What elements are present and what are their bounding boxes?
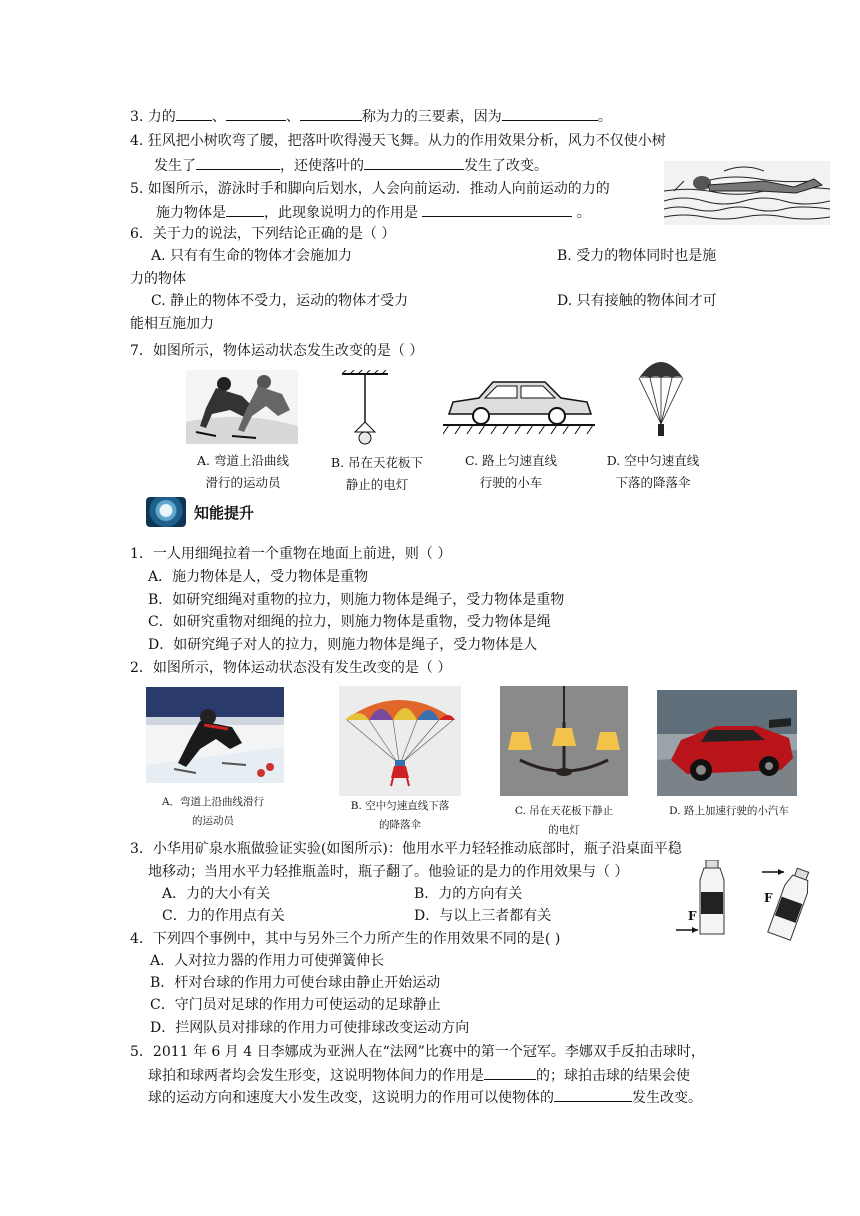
b-question-4-option-b: B．杆对台球的作用力可使台球由静止开始运动 xyxy=(150,975,441,991)
b-question-1-option-c: C．如研究重物对细绳的拉力，则施力物体是重物，受力物体是绳 xyxy=(148,614,551,630)
b-question-1-option-a: A．施力物体是人，受力物体是重物 xyxy=(148,569,369,585)
b-question-3-option-d: D．与以上三者都有关 xyxy=(414,908,552,924)
b-question-3-option-b: B．力的方向有关 xyxy=(414,886,523,902)
question-5-line2: 施力物体是 ，此现象说明力的作用是 。 xyxy=(156,202,591,223)
red-car-photo xyxy=(657,690,797,796)
question-4-line2: 发生了 ，还使落叶的 发生了改变。 xyxy=(154,155,548,176)
question-6-option-a: A. 只有有生命的物体才会施加力 xyxy=(151,248,353,264)
question-6-option-b: B. 受力的物体同时也是施 xyxy=(557,248,717,264)
b-question-4-option-d: D．拦网队员对排球的作用力可使排球改变运动方向 xyxy=(150,1020,470,1036)
speed-skater-photo xyxy=(146,687,284,783)
q2-caption-b: B. 空中匀速直线下落 的降落伞 xyxy=(350,800,450,831)
force-label-2: F xyxy=(764,891,773,905)
parachute-image xyxy=(636,354,686,440)
question-5-line1: 5. 如图所示，游泳时手和脚向后划水，人会向前运动．推动人向前运动的力的 xyxy=(130,181,610,197)
q7-caption-c: C. 路上匀速直线 行驶的小车 xyxy=(464,453,558,490)
b-question-3-option-a: A．力的大小有关 xyxy=(162,886,271,902)
car-image xyxy=(443,376,595,436)
question-6-option-d: D. 只有接触的物体间才可 xyxy=(557,293,717,309)
b-question-4-option-a: A．人对拉力器的作用力可使弹簧伸长 xyxy=(150,953,385,969)
b-question-5-line1: 5．2011 年 6 月 4 日李娜成为亚洲人在“法网”比赛中的第一个冠军。李娜双手反拍击球时， xyxy=(130,1044,705,1060)
b-question-5-line2: 球拍和球两者均会发生形变，这说明物体间力的作用是 的；球拍击球的结果会使 xyxy=(148,1065,690,1086)
b-question-4-stem: 4．下列四个事例中，其中与另外三个力所产生的作用效果不同的是( ) xyxy=(130,931,561,947)
question-3-top: 3. 力的 、 、 称为力的三要素，因为 。 xyxy=(130,106,612,127)
question-6-stem: 6．关于力的说法，下列结论正确的是（ ） xyxy=(130,226,396,242)
speed-skaters-image xyxy=(186,370,298,444)
section-title: 知能提升 xyxy=(194,504,255,522)
question-6-option-d-cont: 能相互施加力 xyxy=(130,316,214,332)
q7-caption-a: A. 弯道上沿曲线 滑行的运动员 xyxy=(197,453,289,490)
question-6-option-b-cont: 力的物体 xyxy=(130,271,186,287)
q7-caption-d: D. 空中匀速直线 下落的降落伞 xyxy=(606,453,700,490)
question-6-option-c: C. 静止的物体不受力，运动的物体才受力 xyxy=(151,293,409,309)
globe-icon xyxy=(146,497,186,527)
b-question-1-option-b: B．如研究细绳对重物的拉力，则施力物体是绳子，受力物体是重物 xyxy=(148,592,565,608)
b-question-4-option-c: C．守门员对足球的作用力可使运动的足球静止 xyxy=(150,997,441,1013)
force-label-1: F xyxy=(688,909,697,923)
b-question-3-line2: 地移动；当用水平力轻推瓶盖时，瓶子翻了。他验证的是力的作用效果与（ ） xyxy=(148,864,629,880)
question-7-stem: 7．如图所示，物体运动状态发生改变的是（ ） xyxy=(130,343,424,359)
b-question-1-stem: 1．一人用细绳拉着一个重物在地面上前进，则（ ） xyxy=(130,546,452,562)
b-question-2-stem: 2．如图所示，物体运动状态没有发生改变的是（ ） xyxy=(130,660,452,676)
q7-caption-b: B. 吊在天花板下 静止的电灯 xyxy=(330,455,424,492)
b-question-5-line3: 球的运动方向和速度大小发生改变，这说明力的作用可以使物体的 发生改变。 xyxy=(148,1087,702,1108)
bottle-upright-diagram xyxy=(672,860,732,940)
b-question-3-line1: 3．小华用矿泉水瓶做验证实验(如图所示)：他用水平力轻轻推动底部时，瓶子沿桌面平稳 xyxy=(130,841,682,857)
swimmer-image xyxy=(664,161,830,225)
question-4-line1: 4. 狂风把小树吹弯了腰，把落叶吹得漫天飞舞。从力的作用效果分析，风力不仅使小树 xyxy=(130,133,666,149)
b-question-3-option-c: C．力的作用点有关 xyxy=(162,908,285,924)
section-header xyxy=(146,497,266,527)
q2-caption-a: A．弯道上沿曲线滑行 的运动员 xyxy=(161,796,265,827)
chandelier-photo xyxy=(500,686,628,796)
b-question-1-option-d: D．如研究绳子对人的拉力，则施力物体是绳子，受力物体是人 xyxy=(148,637,538,653)
q2-caption-c: C. 吊在天花板下静止 的电灯 xyxy=(514,805,614,836)
parachute-photo xyxy=(339,686,461,796)
hanging-lamp-image xyxy=(340,370,390,450)
q2-caption-d: D. 路上加速行驶的小汽车 xyxy=(669,805,789,817)
